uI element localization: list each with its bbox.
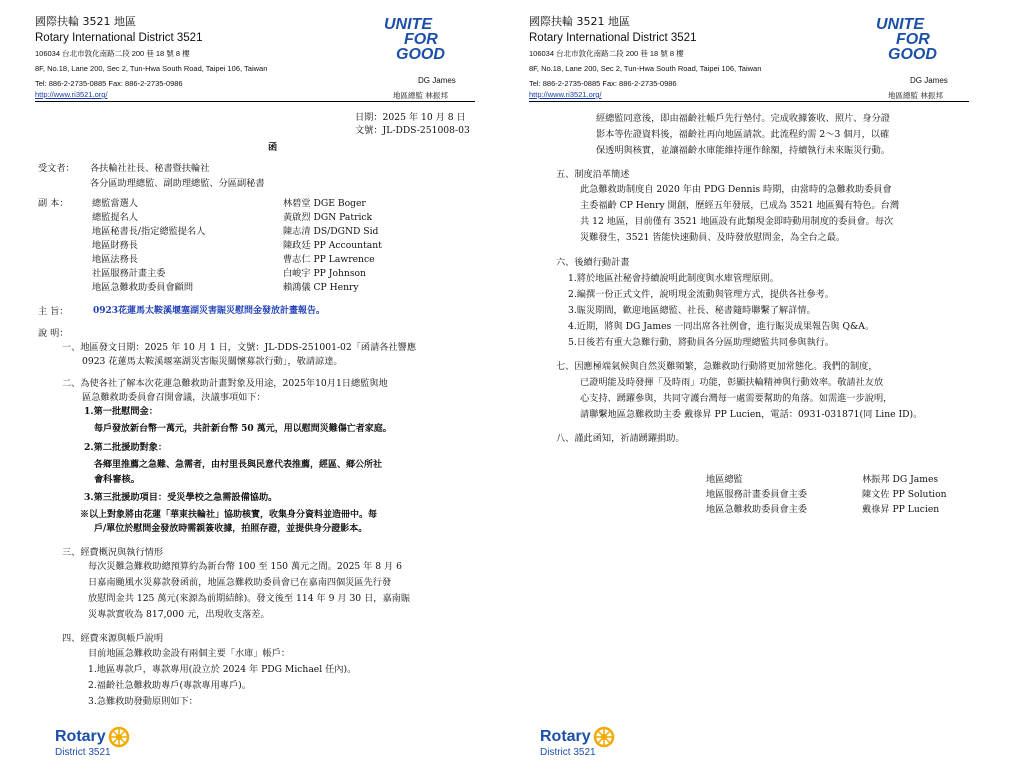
body-line: 4.近期，將與 DG James 一同出席各社例會，進行賑災成果報告與 Q&A。	[568, 321, 875, 332]
body-line: 5.日後若有重大急難行動，將動員各分區助理總監共同參與執行。	[568, 337, 835, 348]
address-en: 8F, No.18, Lane 200, Sec 2, Tun-Hwa South Road, Taipei 106, Taiwan	[35, 64, 268, 73]
body-line: 心支持、踴躍參與，共同守護台灣每一處需要幫助的角落。如需進一步說明，	[580, 393, 893, 404]
subject-text: 0923花蓮馬太鞍溪堰塞湖災害賑災慰問金發放計畫報告。	[93, 306, 326, 316]
unite-for-good-logo	[876, 17, 956, 62]
signer-name: 陳文佐 PP Solution	[862, 489, 947, 500]
district-label: District 3521	[540, 747, 596, 758]
org-name-zh: 國際扶輪 3521 地區	[529, 15, 630, 28]
letter-date: 日期：2025 年 10 月 8 日	[355, 112, 466, 123]
body-line: 區急難救助委員會召開會議，決議事項如下：	[82, 392, 266, 403]
org-name-zh: 國際扶輪 3521 地區	[35, 15, 136, 28]
website-link[interactable]: http://www.ri3521.org/	[35, 90, 108, 99]
dg-name-zh: 地區總監 林振邦	[393, 91, 448, 100]
body-line: 主委福齡 CP Henry 開創，歷經五年發展，已成為 3521 地區獨有特色。台灣	[580, 200, 900, 211]
body-line: 已證明能及時發揮「及時雨」功能，彰顯扶輪精神與行動效率。敬請社友放	[580, 377, 884, 388]
cc-role: 總監提名人	[92, 212, 138, 223]
body-line: 戶/單位於慰問金發放時需親簽收據，拍照存證，並提供身分證影本。	[94, 524, 368, 534]
rotary-wheel-icon	[108, 726, 130, 748]
body-line: 災難發生，3521 皆能快速動員、及時發放慰問金，為全台之最。	[580, 232, 846, 243]
phone-fax: Tel: 886-2-2735-0885 Fax: 886-2-2735-0986	[529, 79, 677, 88]
body-line: 災專款實收為 817,000 元，出現收支落差。	[88, 609, 270, 620]
body-line: 請聯繫地區急難救助主委 戴祿昇 PP Lucien，電話：0931-031871(同 Line ID)。	[580, 409, 923, 420]
body-line: 目前地區急難救助金設有兩個主要「水庫」帳戶：	[88, 648, 291, 659]
body-line: 保透明與核實，並讓福齡水庫能維持運作餘額，持續執行未來賑災行動。	[596, 145, 890, 156]
rotary-district-logo	[55, 726, 130, 758]
recipient-line: 各扶輪社社長、秘書暨扶輪社	[90, 163, 210, 174]
body-line: 0923 花蓮馬太鞍溪堰塞湖災害賑災關懷募款行動」，敬請諒達。	[82, 356, 343, 367]
signer-name: 戴祿昇 PP Lucien	[862, 504, 940, 515]
body-line: 3.急難救助發動原則如下：	[88, 696, 198, 707]
dg-name-zh: 地區總監 林振邦	[888, 91, 943, 100]
logo-word: FOR	[896, 31, 930, 48]
cc-name: 賴鴻儀 CP Henry	[283, 282, 359, 293]
body-line: 三、經費概況與執行情形	[62, 547, 164, 558]
letter-page-2	[512, 0, 1024, 769]
subject-label: 主 旨：	[38, 306, 69, 317]
rotary-wordmark: Rotary	[540, 728, 591, 745]
recipient-line: 各分區助理總監、副助理總監、分區副秘書	[90, 178, 265, 189]
address-en: 8F, No.18, Lane 200, Sec 2, Tun-Hwa South Road, Taipei 106, Taiwan	[529, 64, 762, 73]
cc-name: 曹志仁 PP Lawrence	[283, 254, 375, 265]
phone-fax: Tel: 886-2-2735-0885 Fax: 886-2-2735-0986	[35, 79, 183, 88]
rotary-wheel-icon	[593, 726, 615, 748]
body-line: 五、制度沿革簡述	[556, 169, 630, 180]
cc-label: 副 本：	[38, 198, 69, 209]
dg-name-en: DG James	[910, 76, 948, 85]
cc-role: 社區服務計畫主委	[92, 268, 166, 279]
address-zh: 106034 台北市敦化南路二段 200 巷 18 號 8 樓	[529, 49, 684, 58]
body-line: 每次災難急難救助總預算約為新台幣 100 至 150 萬元之間。2025 年 8 月 6	[88, 561, 403, 572]
org-name-en: Rotary International District 3521	[35, 32, 203, 44]
body-line: 此急難救助制度自 2020 年由 PDG Dennis 時期，由當時的急難救助委員會	[580, 184, 892, 195]
logo-word: GOOD	[396, 46, 445, 63]
body-line: 1.將於地區社秘會持續說明此制度與水庫管理原則。	[568, 273, 779, 284]
body-line: 四、經費來源與帳戶說明	[62, 633, 164, 644]
rotary-wordmark: Rotary	[55, 728, 106, 745]
body-line: 經總監同意後，即由福齡社帳戶先行墊付。完成收據簽收、照片、身分證	[596, 113, 890, 124]
body-line: 每戶發放新台幣一萬元，共計新台幣 50 萬元，用以慰問災難傷亡者家庭。	[94, 424, 392, 434]
body-line: 會科審核。	[94, 474, 140, 485]
cc-name: 黃啟烈 DGN Patrick	[283, 212, 373, 223]
signer-title: 地區總監	[706, 474, 743, 485]
website-link[interactable]: http://www.ri3521.org/	[529, 90, 602, 99]
body-line: 八、謹此函知，祈請踴躍捐助。	[556, 433, 685, 444]
signer-title: 地區服務計畫委員會主委	[706, 489, 808, 500]
recipient-label: 受文者：	[38, 163, 75, 174]
logo-word: FOR	[404, 31, 438, 48]
body-line: 七、因應極端氣候與自然災難頻繁，急難救助行動將更加常態化。我們的制度，	[556, 361, 878, 372]
description-label: 說 明：	[38, 328, 69, 339]
body-line: 各鄉里推薦之急難、急需者，由村里長與民意代表推薦，經區、鄉公所社	[94, 460, 383, 470]
header-divider	[529, 101, 969, 102]
body-line: 3.第三批援助項目：受災學校之急需設備協助。	[84, 492, 278, 503]
body-line: 共 12 地區，目前僅有 3521 地區設有此類現金即時動用制度的委員會。每次	[580, 216, 894, 227]
district-label: District 3521	[55, 747, 111, 758]
cc-role: 總監當選人	[92, 198, 138, 209]
body-line: 六、後續行動計畫	[556, 257, 630, 268]
org-name-en: Rotary International District 3521	[529, 32, 697, 44]
cc-name: 白峻宇 PP Johnson	[283, 268, 366, 279]
cc-role: 地區法務長	[92, 254, 138, 265]
body-line: 2.第二批援助對象：	[84, 442, 168, 453]
cc-role: 地區急難救助委員會顧問	[92, 282, 194, 293]
body-line: 一、地區發文日期：2025 年 10 月 1 日，文號：JL-DDS-251001-02「函請各社響應	[62, 342, 417, 353]
body-line: 放慰問金共 125 萬元(來源為前期結餘)。發文後至 114 年 9 月 30 日，嘉南賑	[88, 593, 411, 604]
body-line: 影本等佐證資料後，福齡社再向地區請款。此流程約需 2～3 個月，以確	[596, 129, 890, 140]
cc-name: 陳志清 DS/DGND Sid	[283, 226, 379, 237]
body-line: 2.福齡社急難救助專戶(專款專用專戶)。	[88, 680, 251, 691]
cc-name: 林碧堂 DGE Boger	[283, 198, 366, 209]
address-zh: 106034 台北市敦化南路二段 200 巷 18 號 8 樓	[35, 49, 190, 58]
body-line: 1.地區專款戶，專款專用(設立於 2024 年 PDG Michael 任內)。	[88, 664, 357, 675]
signer-name: 林振邦 DG James	[862, 474, 939, 485]
dg-name-en: DG James	[418, 76, 456, 85]
body-line: 2.編撰一份正式文件，說明現金流動與管理方式，提供各社參考。	[568, 289, 835, 300]
body-line: 3.賑災期間，歡迎地區總監、社長、秘書隨時聯繫了解詳情。	[568, 305, 816, 316]
header-divider	[35, 101, 475, 102]
body-line: 二、為使各社了解本次花蓮急難救助計畫對象及用途，2025年10月1日總監與地	[62, 378, 388, 389]
logo-word: GOOD	[888, 46, 937, 63]
letter-ref: 文號：JL-DDS-251008-03	[355, 125, 470, 136]
rotary-district-logo	[540, 726, 615, 758]
logo-word: UNITE	[384, 16, 432, 33]
cc-role: 地區秘書長/指定總監提名人	[92, 226, 206, 237]
body-line: 日嘉南颱風水災募款發函前，地區急難救助委員會已在嘉南四個災區先行發	[88, 577, 392, 588]
logo-word: UNITE	[876, 16, 924, 33]
body-line: 1.第一批慰問金：	[84, 406, 158, 417]
letter-type: 函	[268, 142, 278, 153]
unite-for-good-logo	[384, 17, 464, 62]
cc-role: 地區財務長	[92, 240, 138, 251]
cc-name: 陳政廷 PP Accountant	[283, 240, 382, 251]
body-line: ※以上對象將由花蓮「華東扶輪社」協助核實，收集身分資料並造冊中。每	[80, 510, 378, 520]
signer-title: 地區急難救助委員會主委	[706, 504, 808, 515]
